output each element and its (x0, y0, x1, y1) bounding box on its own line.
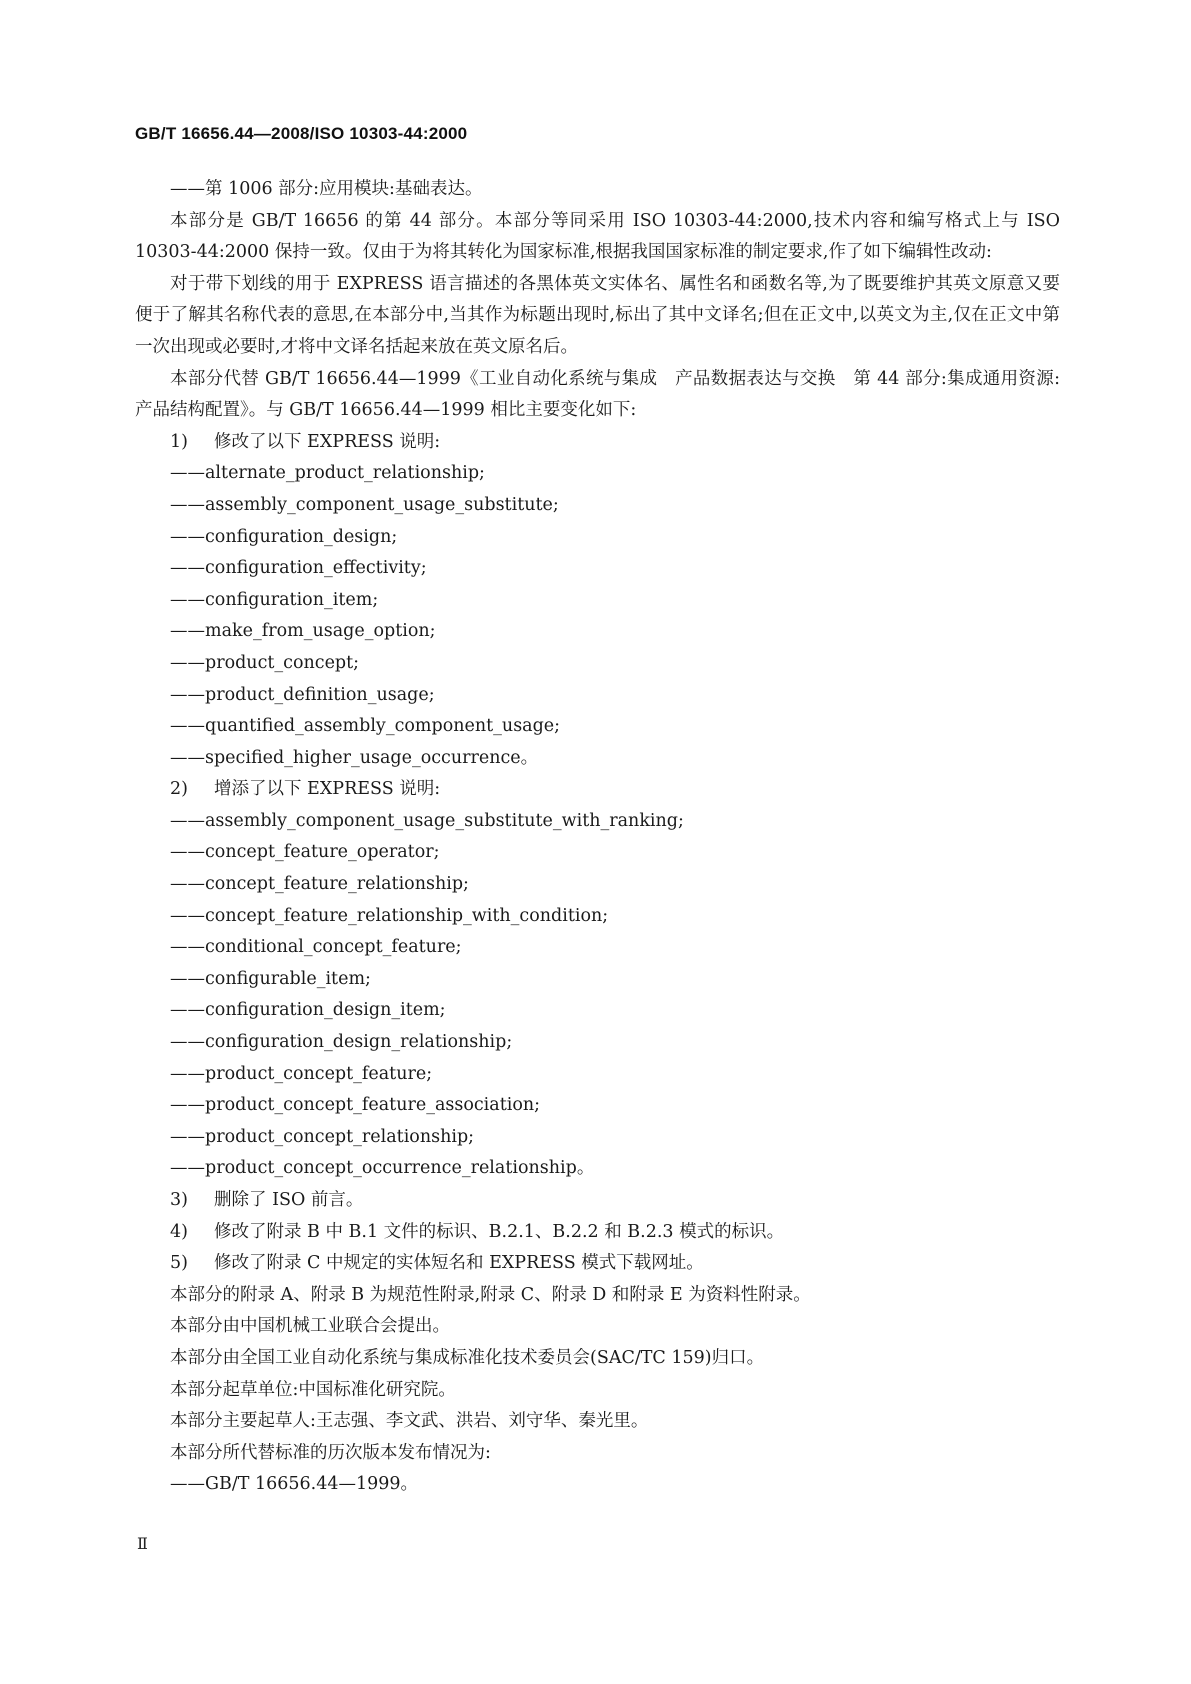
change-item-4 (135, 1217, 1060, 1249)
express-entry: ——product_concept; (170, 652, 360, 673)
change-number: 2) (170, 779, 188, 800)
express-entry: ——alternate_product_relationship; (170, 463, 485, 484)
express-entry: ——configuration_effectivity; (170, 558, 427, 579)
express-entry: ——assembly_component_usage_substitute_with_ranking; (170, 810, 684, 831)
change-item-1 (135, 427, 1060, 459)
express-entry: ——product_concept_feature; (170, 1063, 433, 1084)
paragraph-previous-editions: 本部分所代替标准的历次版本发布情况为: (170, 1442, 491, 1463)
previous-edition-item: ——GB/T 16656.44—1999。 (170, 1474, 419, 1495)
change-text: 修改了以下 EXPRESS 说明: (214, 431, 441, 452)
express-entry: ——specified_higher_usage_occurrence。 (170, 747, 539, 768)
change-number: 4) (170, 1221, 188, 1242)
express-entry: ——configurable_item; (170, 968, 371, 989)
change-number: 5) (170, 1253, 188, 1274)
express-entry: ——concept_feature_operator; (170, 842, 440, 863)
change-item-5 (135, 1248, 1060, 1280)
paragraph-drafters: 本部分主要起草人:王志强、李文武、洪岩、刘守华、秦光里。 (170, 1411, 649, 1432)
paragraph-committee: 本部分由全国工业自动化系统与集成标准化技术委员会(SAC/TC 159)归口。 (170, 1347, 765, 1368)
change-number: 3) (170, 1190, 188, 1210)
paragraph-proposer: 本部分由中国机械工业联合会提出。 (170, 1316, 450, 1337)
change-item-2 (135, 774, 1060, 806)
change-text: 删除了 ISO 前言。 (214, 1190, 364, 1210)
paragraph-annexes: 本部分的附录 A、附录 B 为规范性附录,附录 C、附录 D 和附录 E 为资料性附录。 (170, 1284, 811, 1305)
express-entry: ——product_concept_occurrence_relationship。 (170, 1158, 595, 1179)
document-body (135, 174, 1060, 1501)
paragraph-naming-convention: 对于带下划线的用于 EXPRESS 语言描述的各黑体英文实体名、属性名和函数名等,为了既要维护其英文原意又要便于了解其名称代表的意思,在本部分中,当其作为标题出现时,标出了其中文译名;但在正文中,以英文为主,仅在正文中第一次出现或必要时,才将中文译名括起来放在英文原名后。 (135, 273, 1060, 357)
express-entry: ——configuration_design; (170, 526, 398, 547)
change-item-3 (135, 1185, 1060, 1217)
express-entry: ——configuration_design_item; (170, 1000, 446, 1021)
change-text: 修改了附录 C 中规定的实体短名和 EXPRESS 模式下载网址。 (214, 1253, 704, 1274)
paragraph-drafting-unit: 本部分起草单位:中国标准化研究院。 (170, 1379, 456, 1400)
express-entry: ——assembly_component_usage_substitute; (170, 494, 559, 515)
express-entry: ——configuration_design_relationship; (170, 1032, 513, 1053)
express-entry: ——product_concept_feature_association; (170, 1095, 541, 1116)
change-text: 增添了以下 EXPRESS 说明: (214, 779, 441, 800)
change-text: 修改了附录 B 中 B.1 文件的标识、B.2.1、B.2.2 和 B.2.3 模式的标识。 (214, 1221, 785, 1242)
paragraph-adoption: 本部分是 GB/T 16656 的第 44 部分。本部分等同采用 ISO 10303-44:2000,技术内容和编写格式上与 ISO 10303-44:2000 保持一致。仅由于为将其转化为国家标准,根据我国国家标准的制定要求,作了如下编辑性改动: (135, 210, 1060, 263)
paragraph-replacement: 本部分代替 GB/T 16656.44—1999《工业自动化系统与集成 产品数据表达与交换 第 44 部分:集成通用资源:产品结构配置》。与 GB/T 16656.44—1999 相比主要变化如下: (135, 368, 1060, 421)
express-entry: ——concept_feature_relationship_with_condition; (170, 905, 609, 926)
express-entry: ——product_concept_relationship; (170, 1126, 475, 1147)
express-entry: ——product_definition_usage; (170, 684, 435, 705)
page-number: Ⅱ (137, 1534, 148, 1553)
express-entry: ——quantified_assembly_component_usage; (170, 716, 561, 737)
intro-dash-item: ——第 1006 部分:应用模块:基础表达。 (170, 179, 483, 199)
express-entry: ——concept_feature_relationship; (170, 874, 469, 895)
express-entry: ——configuration_item; (170, 589, 379, 610)
express-entry: ——conditional_concept_feature; (170, 937, 462, 958)
standard-header: GB/T 16656.44—2008/ISO 10303-44:2000 (135, 124, 468, 143)
change-number: 1) (170, 431, 188, 452)
express-entry: ——make_from_usage_option; (170, 621, 436, 642)
